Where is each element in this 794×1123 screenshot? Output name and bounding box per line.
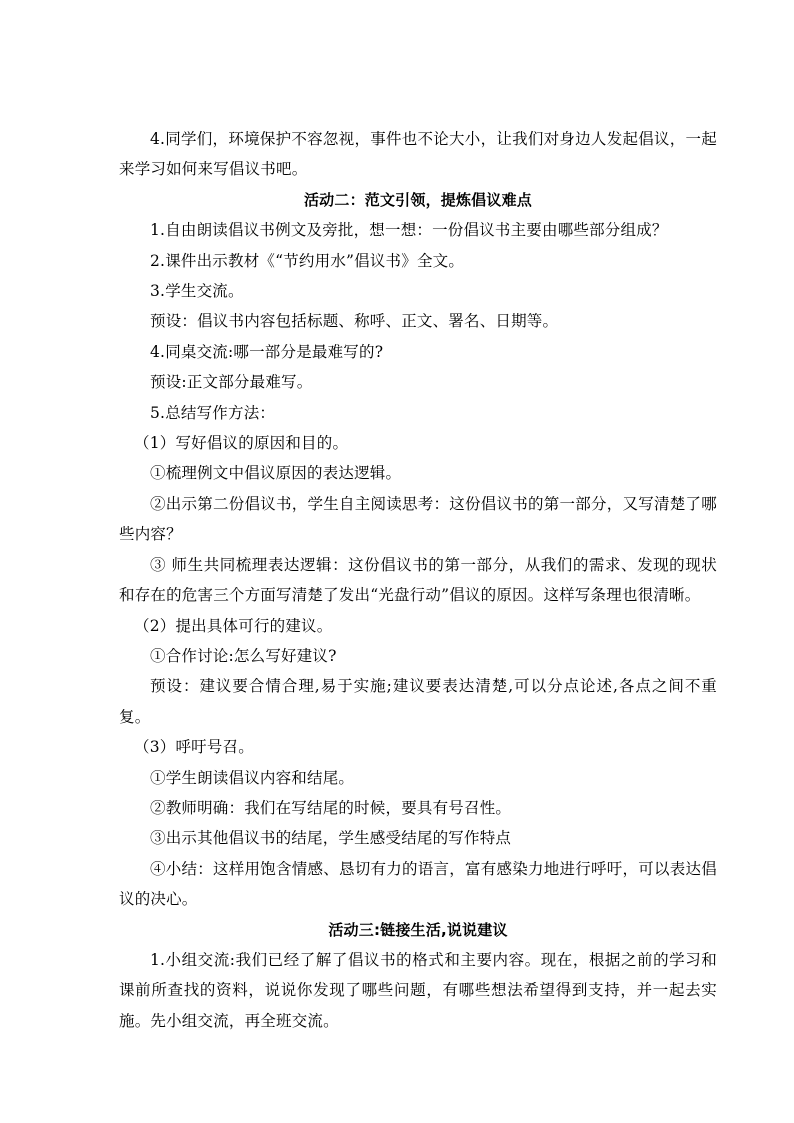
paragraph-group-discussion: 1.小组交流:我们已经了解了倡议书的格式和主要内容。现在，根据之前的学习和课前所查找的资料，说说你发现了哪些问题，有哪些想法希望得到支持，并一起去实施。先小组交流，再全班交流。 — [119, 950, 717, 1030]
paragraph-method-1-item-1: ①梳理例文中倡议原因的表达逻辑。 — [150, 464, 402, 483]
paragraph-method-3: （3）呼吁号召。 — [134, 738, 254, 757]
paragraph-method-3-item-1: ①学生朗读倡议内容和结尾。 — [150, 768, 355, 787]
paragraph-step-5: 5.总结写作方法： — [150, 403, 276, 422]
document-body — [119, 124, 717, 1036]
paragraph-method-1-item-2: ②出示第二份倡议书，学生自主阅读思考：这份倡议书的第一部分，又写清楚了哪些内容？ — [119, 494, 717, 544]
paragraph-step-2: 2.课件出示教材《“节约用水”倡议书》全文。 — [150, 251, 465, 270]
section-heading-activity-3: 活动三:链接生活,说说建议 — [328, 920, 508, 939]
paragraph-intro-step-4: 4.同学们，环境保护不容忽视，事件也不论大小，让我们对身边人发起倡议，一起来学习如何来写倡议书吧。 — [119, 130, 717, 179]
paragraph-preset-2: 预设:正文部分最难写。 — [150, 373, 313, 392]
paragraph-method-3-item-4: ④小结：这样用饱含情感、恳切有力的语言，富有感染力地进行呼吁，可以表达倡议的决心。 — [119, 859, 717, 909]
paragraph-step-4: 4.同桌交流:哪一部分是最难写的? — [150, 342, 384, 361]
paragraph-step-1: 1.自由朗读倡议书例文及旁批，想一想：一份倡议书主要由哪些部分组成？ — [150, 221, 668, 240]
paragraph-method-3-item-3: ③出示其他倡议书的结尾，学生感受结尾的写作特点 — [150, 829, 512, 848]
paragraph-method-1-item-3: ③ 师生共同梳理表达逻辑：这份倡议书的第一部分，从我们的需求、发现的现状和存在的危害三个方面写清楚了发出“光盘行动”倡议的原因。这样写条理也很清晰。 — [119, 555, 717, 605]
paragraph-method-2: （2）提出具体可行的建议。 — [134, 616, 333, 635]
section-heading-activity-2: 活动二：范文引领，提炼倡议难点 — [303, 190, 532, 209]
paragraph-step-3: 3.学生交流。 — [150, 282, 244, 301]
paragraph-preset-1: 预设：倡议书内容包括标题、称呼、正文、署名、日期等。 — [150, 312, 559, 331]
paragraph-method-3-item-2: ②教师明确：我们在写结尾的时候，要具有号召性。 — [150, 798, 512, 817]
paragraph-method-2-item-1: ①合作讨论:怎么写好建议? — [150, 646, 337, 665]
paragraph-method-1: （1）写好倡议的原因和目的。 — [134, 434, 349, 453]
paragraph-method-2-preset: 预设：建议要合情合理,易于实施;建议要表达清楚,可以分点论述,各点之间不重复。 — [119, 677, 717, 726]
